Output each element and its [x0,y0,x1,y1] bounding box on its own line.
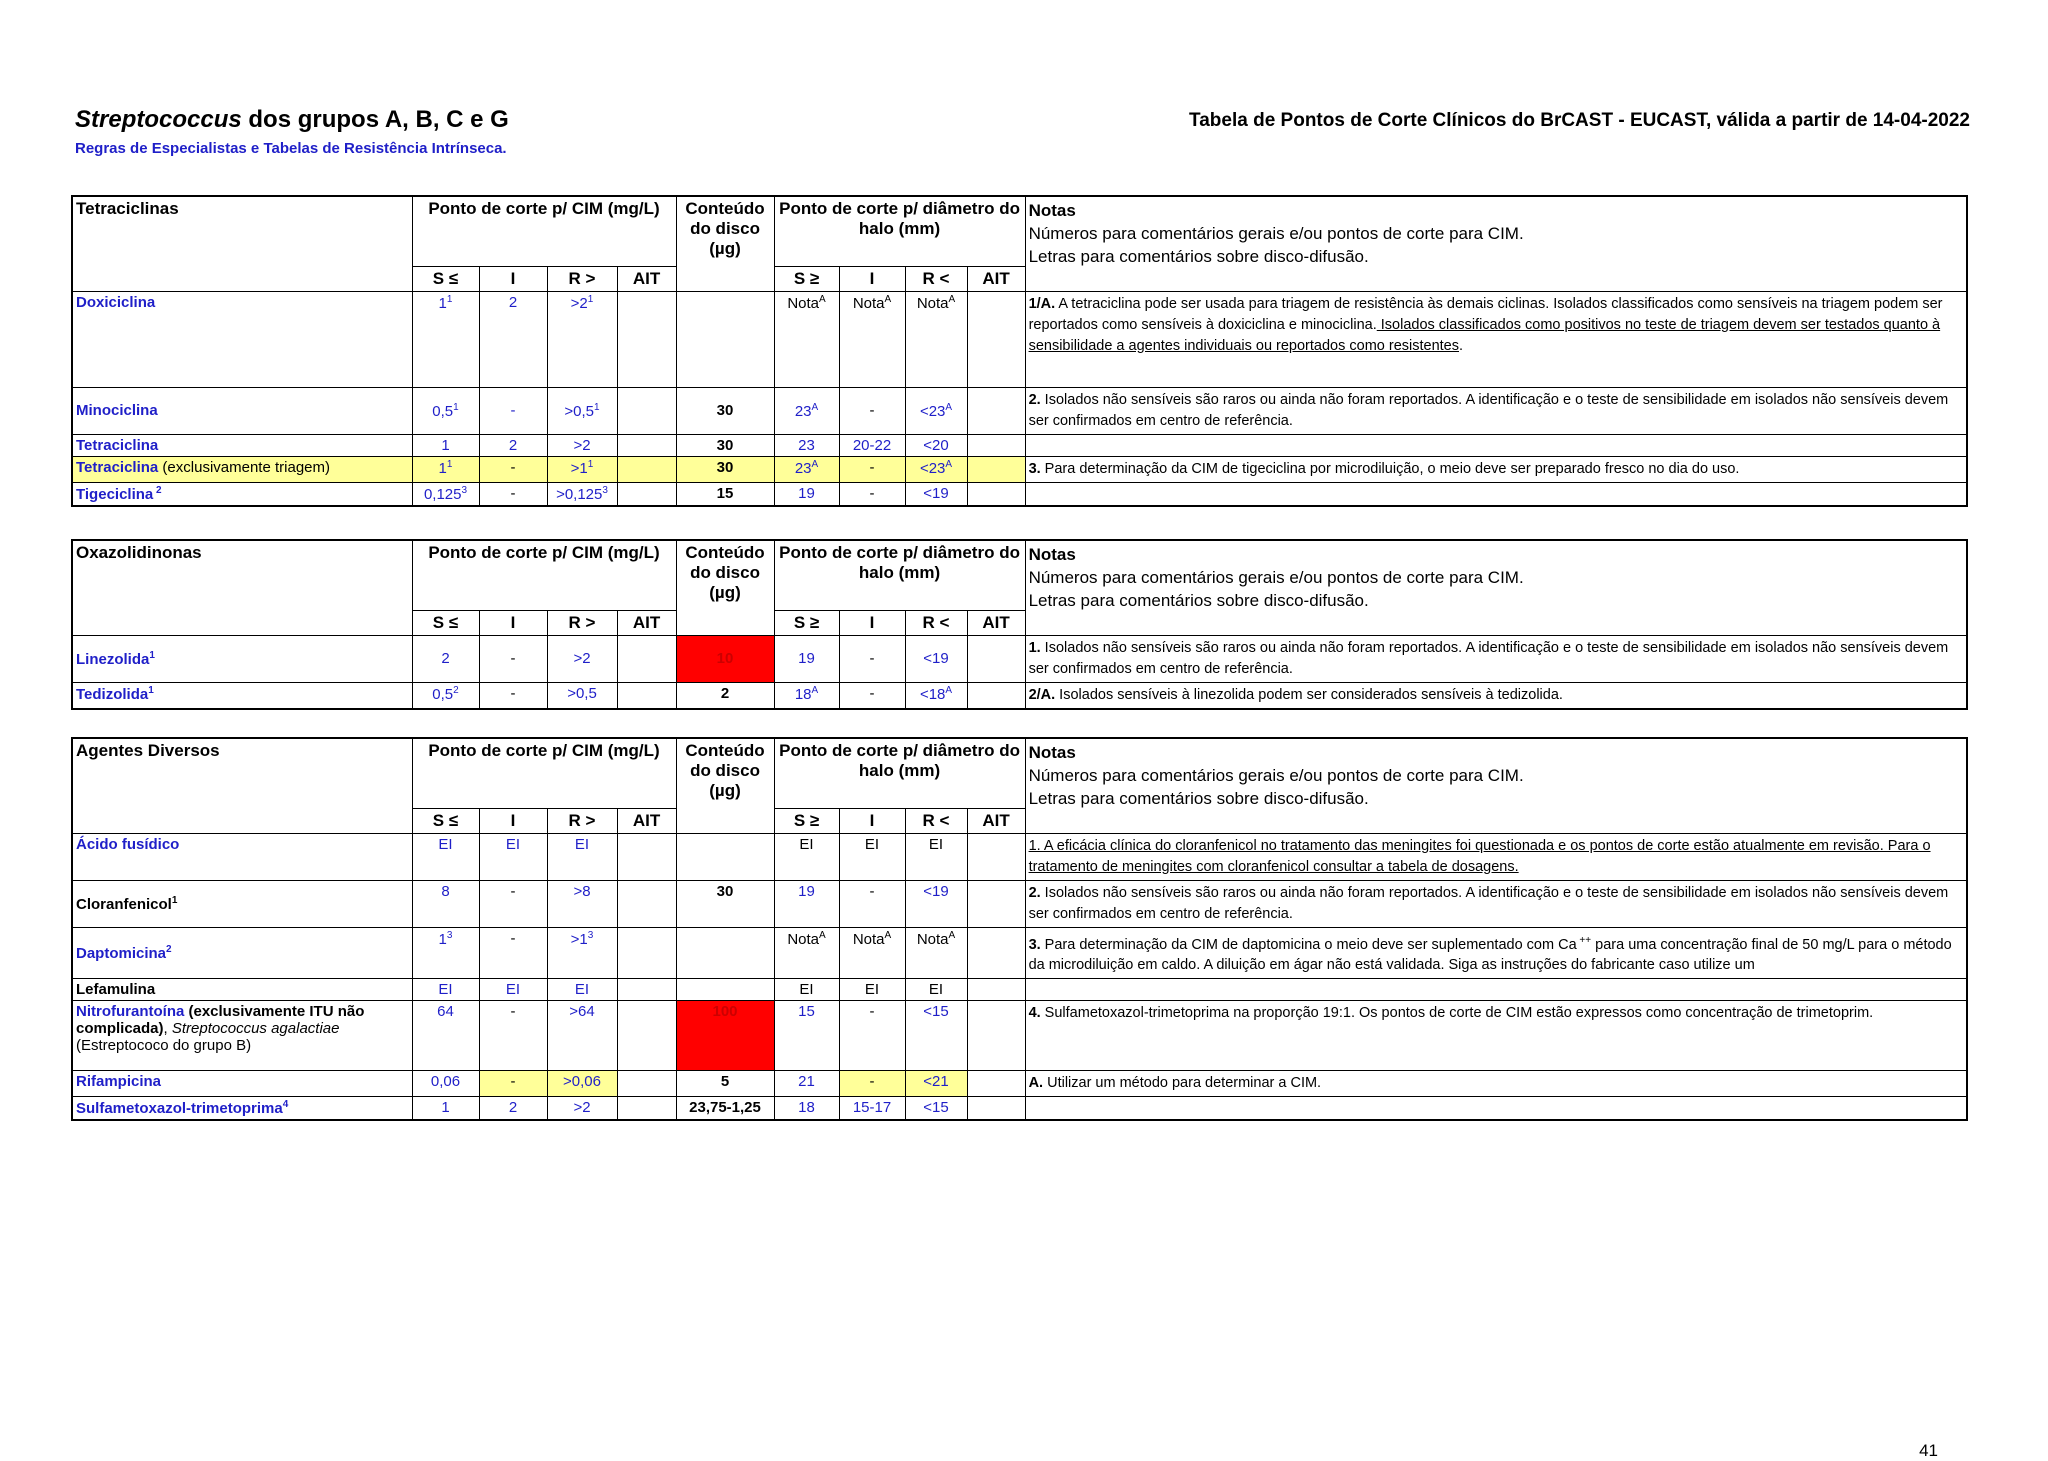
mic-s: 1 [412,1097,479,1121]
mic-r: $>0,125^3$ [547,482,617,506]
disk-header: Conteúdo do disco (µg) [676,738,774,833]
zone-s: Nota$^A$ [774,927,839,979]
mic-i: - [479,1071,547,1097]
zone-ait [967,635,1025,682]
mic-header: Ponto de corte p/ CIM (mg/L) [412,196,676,266]
table-row [72,1071,1967,1097]
zone-ait [967,1071,1025,1097]
zone-s: 19 [774,635,839,682]
notes-title: Notas [1028,743,1076,762]
col-i: I [479,610,547,635]
note-text [1025,482,1967,506]
zone-s: 19 [774,482,839,506]
zone-r: <19 [905,880,967,927]
mic-header: Ponto de corte p/ CIM (mg/L) [412,738,676,808]
drug-name: Daptomicina$^2$ [72,927,412,979]
zone-r: <15 [905,1001,967,1071]
zone-ait [967,1097,1025,1121]
col-r-gt: R > [547,610,617,635]
mic-r: $>2^1$ [547,291,617,387]
mic-s: 8 [412,880,479,927]
zone-header: Ponto de corte p/ diâmetro do halo (mm) [774,738,1025,808]
zone-s: Nota$^A$ [774,291,839,387]
mic-s: 0,06 [412,1071,479,1097]
mic-r: >8 [547,880,617,927]
note-text: 2. Isolados não sensíveis são raros ou ainda não foram reportados. A identificação e o teste de sensibilidade em isolados não sensíveis devem ser confirmados em centro de referência. [1025,387,1967,434]
notes-line2: Letras para comentários sobre disco-difusão. [1028,591,1369,610]
zone-r: $<23^A$ [905,456,967,482]
zone-i: EI [839,833,905,880]
drug-name: Tetraciclina (exclusivamente triagem) [72,456,412,482]
col-ait: AIT [617,266,676,291]
table-row [72,979,1967,1001]
mic-s: $0,5^2$ [412,682,479,709]
mic-ait [617,291,676,387]
drug-name: Cloranfenicol$^1$ [72,880,412,927]
mic-i: EI [479,979,547,1001]
zone-ait [967,456,1025,482]
notes-line2: Letras para comentários sobre disco-difusão. [1028,789,1369,808]
col-i: I [479,266,547,291]
zone-r: Nota$^A$ [905,291,967,387]
drug-name: Tigeciclina $^2$ [72,482,412,506]
mic-r: >2 [547,635,617,682]
table-oxazolidinonas [71,539,1968,710]
mic-s: EI [412,833,479,880]
zone-i: - [839,682,905,709]
col-i: I [839,610,905,635]
disk-content: 30 [676,434,774,456]
zone-s: 18 [774,1097,839,1121]
col-s-ge: S ≥ [774,808,839,833]
note-text: 2. Isolados não sensíveis são raros ou ainda não foram reportados. A identificação e o teste de sensibilidade em isolados não sensíveis devem ser confirmados em centro de referência. [1025,880,1967,927]
mic-ait [617,482,676,506]
mic-i: - [479,880,547,927]
table-row [72,434,1967,456]
zone-ait [967,682,1025,709]
mic-r: EI [547,979,617,1001]
mic-r: >64 [547,1001,617,1071]
mic-s: $1^3$ [412,927,479,979]
disk-content: 5 [676,1071,774,1097]
zone-ait [967,1001,1025,1071]
zone-r: Nota$^A$ [905,927,967,979]
zone-r: <15 [905,1097,967,1121]
page-number: 41 [1919,1441,1938,1460]
col-ait: AIT [617,808,676,833]
mic-ait [617,880,676,927]
mic-s: $1^1$ [412,291,479,387]
mic-ait [617,833,676,880]
zone-r: EI [905,833,967,880]
mic-i: - [479,635,547,682]
notes-line1: Números para comentários gerais e/ou pontos de corte para CIM. [1028,766,1524,785]
mic-i: - [479,927,547,979]
zone-s: $18^A$ [774,682,839,709]
col-s-le: S ≤ [412,266,479,291]
mic-ait [617,635,676,682]
table-row [72,880,1967,927]
zone-i: - [839,635,905,682]
zone-s: 15 [774,1001,839,1071]
disk-content [676,927,774,979]
drug-name: Tetraciclina [72,434,412,456]
document-title-right: Tabela de Pontos de Corte Clínicos do BrCAST - EUCAST, válida a partir de 14-04-2022 [1189,110,1970,131]
note-text [1025,979,1967,1001]
table-row [72,927,1967,979]
disk-content: 100 [676,1001,774,1071]
zone-i: - [839,1071,905,1097]
table-row [72,682,1967,709]
disk-header: Conteúdo do disco (µg) [676,196,774,291]
disk-content: 30 [676,456,774,482]
table-row [72,833,1967,880]
note-text: 3. Para determinação da CIM de tigeciclina por microdiluição, o meio deve ser preparado fresco no dia do uso. [1025,456,1967,482]
zone-s: EI [774,833,839,880]
zone-ait [967,387,1025,434]
zone-s: $23^A$ [774,387,839,434]
zone-ait [967,291,1025,387]
table-row [72,635,1967,682]
mic-s: $1^1$ [412,456,479,482]
zone-r: $<18^A$ [905,682,967,709]
zone-i: 20-22 [839,434,905,456]
note-text: 1/A. A tetraciclina pode ser usada para triagem de resistência às demais ciclinas. Isolados classificados como sensíveis na triagem podem ser reportados como sensíveis à doxiciclina e minociclina. Isolados classificados como positivos no teste de triagem devem ser testados quanto à sensibilidade a agentes individuais ou reportados como resistentes. [1025,291,1967,387]
zone-r: <19 [905,482,967,506]
mic-ait [617,434,676,456]
note-text: A. Utilizar um método para determinar a CIM. [1025,1071,1967,1097]
table-row [72,482,1967,506]
mic-s: EI [412,979,479,1001]
zone-header: Ponto de corte p/ diâmetro do halo (mm) [774,196,1025,266]
zone-i: - [839,387,905,434]
table-row [72,291,1967,387]
col-r-gt: R > [547,266,617,291]
mic-r: >0,06 [547,1071,617,1097]
col-i: I [839,266,905,291]
group-name: Agentes Diversos [72,738,412,833]
table-tetraciclinas [71,195,1968,507]
zone-i: - [839,482,905,506]
drug-name: Lefamulina [72,979,412,1001]
disk-content: 15 [676,482,774,506]
mic-s: $0,5^1$ [412,387,479,434]
col-ait: AIT [967,266,1025,291]
zone-i: Nota$^A$ [839,927,905,979]
zone-i: - [839,1001,905,1071]
mic-r: $>0,5^1$ [547,387,617,434]
drug-name: Minociclina [72,387,412,434]
mic-s: 2 [412,635,479,682]
col-s-le: S ≤ [412,610,479,635]
col-i: I [839,808,905,833]
drug-name: Nitrofurantoína (exclusivamente ITU não complicada), Streptococcus agalactiae (Estreptococo do grupo B) [72,1001,412,1071]
mic-i: EI [479,833,547,880]
col-s-ge: S ≥ [774,266,839,291]
table-row [72,387,1967,434]
mic-s: 0,125$^3$ [412,482,479,506]
zone-header: Ponto de corte p/ diâmetro do halo (mm) [774,540,1025,610]
mic-i: - [479,1001,547,1071]
disk-content: 10 [676,635,774,682]
notes-line1: Números para comentários gerais e/ou pontos de corte para CIM. [1028,568,1524,587]
drug-name: Tedizolida$^1$ [72,682,412,709]
table-agentes-diversos [71,737,1968,1121]
group-name: Tetraciclinas [72,196,412,291]
notes-header [1025,196,1967,291]
drug-name: Rifampicina [72,1071,412,1097]
mic-i: - [479,387,547,434]
drug-name: Linezolida$^1$ [72,635,412,682]
zone-s: 19 [774,880,839,927]
disk-content: 2 [676,682,774,709]
notes-title: Notas [1028,545,1076,564]
mic-i: 2 [479,434,547,456]
zone-r: EI [905,979,967,1001]
col-ait: AIT [967,808,1025,833]
drug-name: Doxiciclina [72,291,412,387]
zone-i: Nota$^A$ [839,291,905,387]
table-row [72,1097,1967,1121]
note-text: 3. Para determinação da CIM de daptomicina o meio deve ser suplementado com Ca ++ para uma concentração final de 50 mg/L para o método da microdiluição em caldo. A diluição em ágar não está validada. Siga as instruções do fabricante caso utilize um [1025,927,1967,979]
note-text [1025,1097,1967,1121]
notes-header [1025,540,1967,635]
col-r-lt: R < [905,266,967,291]
zone-r: <21 [905,1071,967,1097]
zone-r: $<23^A$ [905,387,967,434]
table-row [72,1001,1967,1071]
disk-content [676,979,774,1001]
note-text: 1. Isolados não sensíveis são raros ou ainda não foram reportados. A identificação e o teste de sensibilidade em isolados não sensíveis devem ser confirmados em centro de referência. [1025,635,1967,682]
zone-i: - [839,880,905,927]
mic-r: $>1^1$ [547,456,617,482]
table-row [72,456,1967,482]
col-r-lt: R < [905,610,967,635]
mic-i: 2 [479,1097,547,1121]
mic-i: - [479,456,547,482]
notes-header [1025,738,1967,833]
mic-ait [617,1001,676,1071]
mic-s: 64 [412,1001,479,1071]
group-name: Oxazolidinonas [72,540,412,635]
zone-i: - [839,456,905,482]
zone-i: 15-17 [839,1097,905,1121]
zone-ait [967,927,1025,979]
disk-content: 23,75-1,25 [676,1097,774,1121]
col-i: I [479,808,547,833]
page-subtitle: Regras de Especialistas e Tabelas de Resistência Intrínseca. [75,140,507,157]
mic-i: - [479,482,547,506]
drug-name: Sulfametoxazol-trimetoprima$^4$ [72,1097,412,1121]
col-r-lt: R < [905,808,967,833]
mic-ait [617,1097,676,1121]
disk-header: Conteúdo do disco (µg) [676,540,774,635]
zone-s: 23 [774,434,839,456]
title-italic: Streptococcus [75,106,242,133]
drug-name: Ácido fusídico [72,833,412,880]
zone-i: EI [839,979,905,1001]
note-text: 4. Sulfametoxazol-trimetoprima na proporção 19:1. Os pontos de corte de CIM estão expressos como concentração de trimetoprim. [1025,1001,1967,1071]
note-text: 1. A eficácia clínica do cloranfenicol no tratamento das meningites foi questionada e os pontos de corte estão atualmente em revisão. Para o tratamento de meningites com cloranfenicol consultar a tabela de dosagens. [1025,833,1967,880]
mic-ait [617,927,676,979]
zone-s: 21 [774,1071,839,1097]
mic-ait [617,1071,676,1097]
disk-content [676,291,774,387]
mic-i: - [479,682,547,709]
mic-ait [617,387,676,434]
zone-ait [967,482,1025,506]
zone-r: <19 [905,635,967,682]
notes-line2: Letras para comentários sobre disco-difusão. [1028,247,1369,266]
note-text: 2/A. Isolados sensíveis à linezolida podem ser considerados sensíveis à tedizolida. [1025,682,1967,709]
zone-s: $23^A$ [774,456,839,482]
col-ait: AIT [967,610,1025,635]
col-r-gt: R > [547,808,617,833]
zone-ait [967,434,1025,456]
col-s-ge: S ≥ [774,610,839,635]
mic-r: $>1^3$ [547,927,617,979]
notes-line1: Números para comentários gerais e/ou pontos de corte para CIM. [1028,224,1524,243]
zone-ait [967,833,1025,880]
disk-content: 30 [676,880,774,927]
page-title [75,106,509,134]
col-s-le: S ≤ [412,808,479,833]
notes-title: Notas [1028,201,1076,220]
mic-r: >2 [547,1097,617,1121]
mic-r: >2 [547,434,617,456]
zone-r: <20 [905,434,967,456]
zone-ait [967,979,1025,1001]
mic-header: Ponto de corte p/ CIM (mg/L) [412,540,676,610]
mic-s: 1 [412,434,479,456]
mic-ait [617,682,676,709]
note-text [1025,434,1967,456]
title-rest: dos grupos A, B, C e G [241,106,509,133]
mic-ait [617,979,676,1001]
mic-r: >0,5 [547,682,617,709]
col-ait: AIT [617,610,676,635]
mic-r: EI [547,833,617,880]
zone-ait [967,880,1025,927]
zone-s: EI [774,979,839,1001]
mic-ait [617,456,676,482]
disk-content: 30 [676,387,774,434]
disk-content [676,833,774,880]
mic-i: 2 [479,291,547,387]
